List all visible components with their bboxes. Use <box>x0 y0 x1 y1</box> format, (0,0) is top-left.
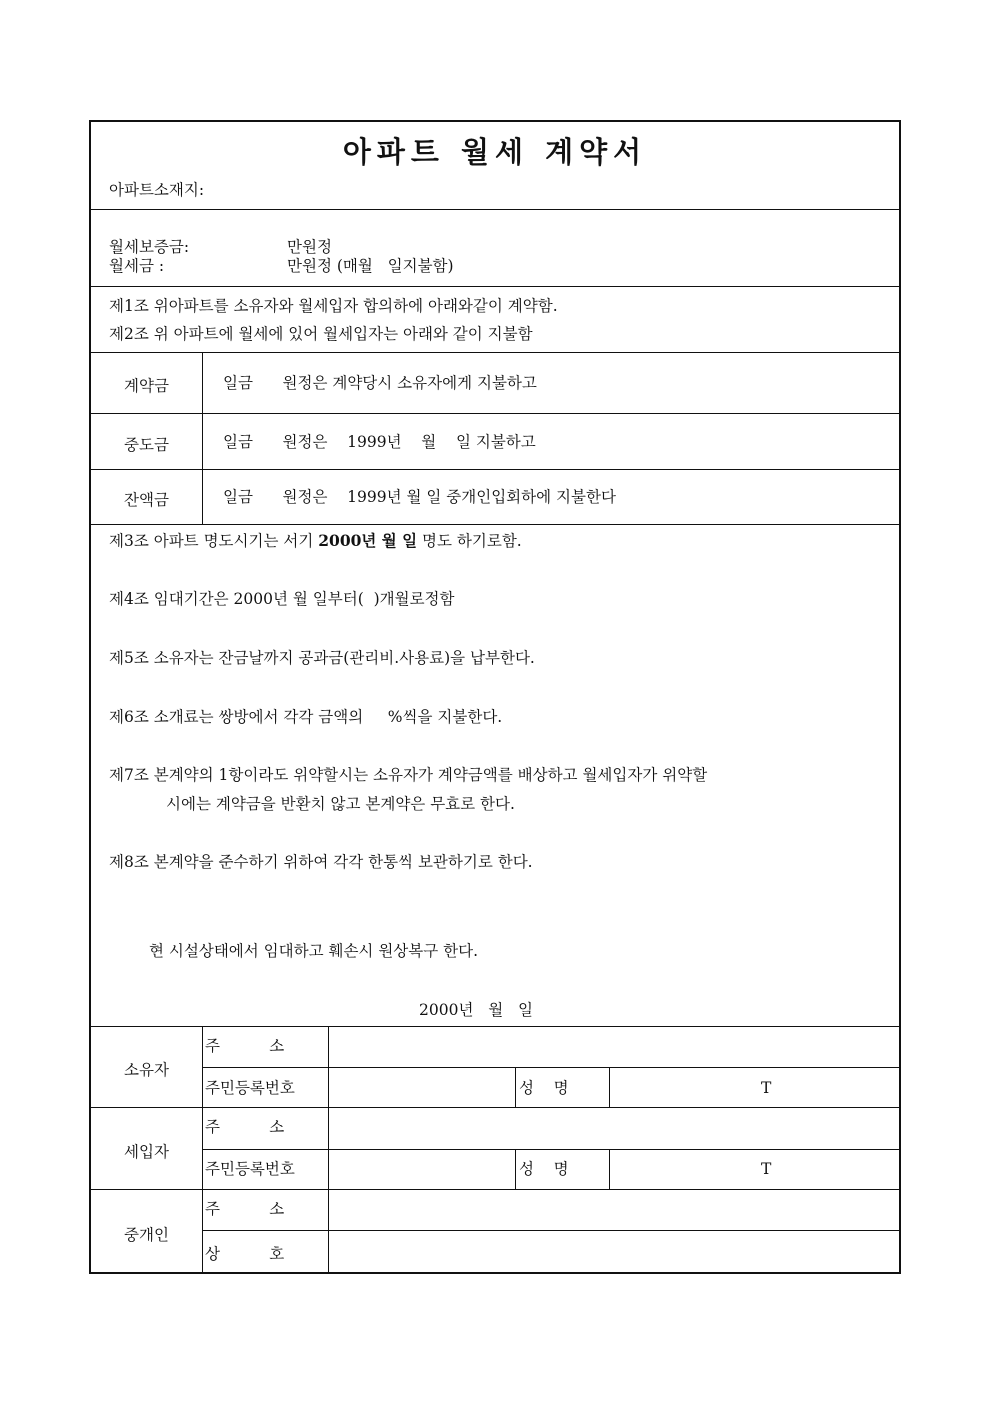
payment-label-balance: 잔액금 <box>124 491 169 509</box>
tenant-phone-label: T <box>761 1160 772 1178</box>
divider <box>202 1230 899 1231</box>
article-1: 제1조 위아파트를 소유자와 월세입자 합의하에 아래와같이 계약함. <box>109 297 558 315</box>
payment-column-divider <box>202 352 203 524</box>
facility-note: 현 시설상태에서 임대하고 훼손시 원상복구 한다. <box>149 942 479 960</box>
article-6: 제6조 소개료는 쌍방에서 각각 금액의 %씩을 지불한다. <box>109 708 503 726</box>
owner-label: 소유자 <box>124 1061 169 1079</box>
divider <box>609 1067 610 1107</box>
divider <box>91 1107 899 1108</box>
article-2: 제2조 위 아파트에 월세에 있어 월세입자는 아래와 같이 지불함 <box>109 325 533 343</box>
party-column-divider <box>328 1026 329 1274</box>
broker-address-label: 주 소 <box>205 1200 285 1218</box>
article-8: 제8조 본계약을 준수하기 위하여 각각 한통씩 보관하기로 한다. <box>109 853 533 871</box>
divider <box>91 1026 899 1027</box>
deposit-label: 월세보증금: <box>109 238 190 256</box>
tenant-id-label: 주민등록번호 <box>205 1160 295 1178</box>
payment-text-deposit: 일금 원정은 계약당시 소유자에게 지불하고 <box>223 374 537 392</box>
monthly-rent-label: 월세금 : <box>109 257 165 275</box>
divider <box>91 286 899 287</box>
owner-address-label: 주 소 <box>205 1037 285 1055</box>
divider <box>202 1067 899 1068</box>
owner-id-label: 주민등록번호 <box>205 1079 295 1097</box>
article-4: 제4조 임대기간은 2000년 월 일부터( )개월로정함 <box>109 590 455 608</box>
deposit-value: 만원정 <box>287 238 332 256</box>
article-5: 제5조 소유자는 잔금날까지 공과금(관리비.사용료)을 납부한다. <box>109 649 535 667</box>
payment-text-balance: 일금 원정은 1999년 월 일 중개인입회하에 지불한다 <box>223 488 616 506</box>
tenant-address-label: 주 소 <box>205 1118 285 1136</box>
payment-label-deposit: 계약금 <box>124 377 169 395</box>
article-7-line2: 시에는 계약금을 반환치 않고 본계약은 무효로 한다. <box>166 795 515 813</box>
divider <box>91 1189 899 1190</box>
tenant-name-label: 성 명 <box>519 1160 569 1178</box>
owner-name-label: 성 명 <box>519 1079 569 1097</box>
tenant-label: 세입자 <box>124 1143 169 1161</box>
payment-label-interim: 중도금 <box>124 436 169 454</box>
divider <box>91 524 899 525</box>
divider <box>515 1067 516 1107</box>
monthly-rent-value: 만원정 (매월 일지불함) <box>287 257 454 275</box>
contract-date: 2000년 월 일 <box>419 1001 533 1019</box>
document-title: 아파트 월세 계약서 <box>342 135 648 169</box>
broker-business-label: 상 호 <box>205 1245 285 1263</box>
party-column-divider <box>202 1026 203 1274</box>
divider <box>91 352 899 353</box>
broker-label: 중개인 <box>124 1226 169 1244</box>
article-3: 제3조 아파트 명도시기는 서기 2000년 월 일 명도 하기로함. <box>109 531 522 550</box>
divider <box>202 1149 899 1150</box>
divider <box>91 413 899 414</box>
owner-phone-label: T <box>761 1079 772 1097</box>
divider <box>91 469 899 470</box>
address-label: 아파트소재지: <box>109 181 205 199</box>
payment-text-interim: 일금 원정은 1999년 월 일 지불하고 <box>223 433 536 451</box>
divider <box>609 1149 610 1189</box>
contract-frame <box>89 120 901 1274</box>
article-7-line1: 제7조 본계약의 1항이라도 위약할시는 소유자가 계약금액를 배상하고 월세입자가 위약할 <box>109 766 708 784</box>
divider <box>515 1149 516 1189</box>
divider <box>91 209 899 210</box>
